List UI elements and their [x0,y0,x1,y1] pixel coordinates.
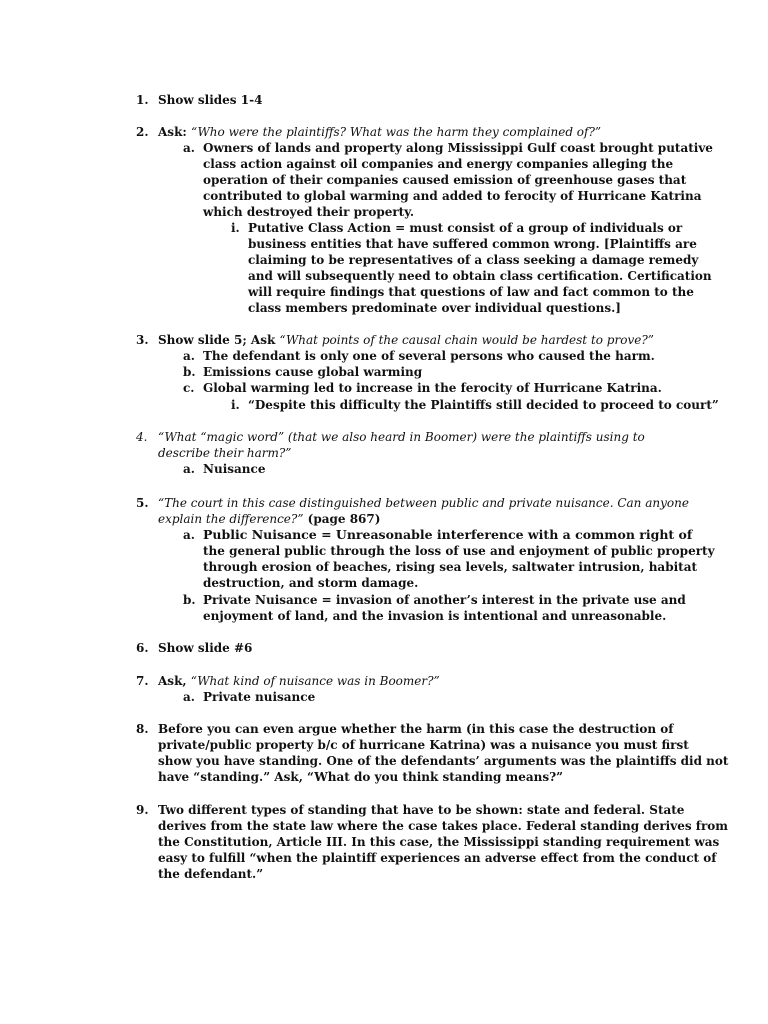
item-question-line: “The court in this case distinguished between public and private nuisance. Can anyone [158,496,689,510]
sub-item-line: The defendant is only one of several persons who caused the harm. [203,349,655,363]
sub-item-line: enjoyment of land, and the invasion is intentional and unreasonable. [203,609,667,623]
item-question-line: Ask, “What kind of nuisance was in Boomer?” [158,674,440,688]
sub-item-label: a. [183,462,195,476]
item-number: 5. [136,496,149,510]
sub-item-line: Global warming led to increase in the ferocity of Hurricane Katrina. [203,381,662,395]
sub-item-line: contributed to global warming and added to ferocity of Hurricane Katrina [203,189,702,203]
sub-item-line: class action against oil companies and energy companies alleging the [203,157,674,171]
item-text-line: Two different types of standing that have to be shown: state and federal. State [158,803,685,817]
sub-sub-item-line: “Despite this difficulty the Plaintiffs still decided to proceed to court” [248,398,719,412]
sub-sub-item-label: i. [231,398,240,412]
item-number: 1. [136,93,149,107]
sub-item-label: b. [183,593,196,607]
sub-sub-item-line: business entities that have suffered common wrong. [Plaintiffs are [248,237,697,251]
sub-item-line: Public Nuisance = Unreasonable interference with a common right of [203,527,693,542]
sub-item-label: a. [183,141,195,155]
item-text-line: Before you can even argue whether the harm (in this case the destruction of [158,722,674,736]
sub-item-label: a. [183,528,195,542]
sub-sub-item-line: Putative Class Action = must consist of a group of individuals or [248,221,683,235]
sub-sub-item-line: class members predominate over individual questions.] [248,301,621,315]
item-number: 2. [136,125,149,139]
sub-sub-item-line: claiming to be representatives of a class seeking a damage remedy [248,253,699,267]
item-text-line: private/public property b/c of hurricane Katrina) was a nuisance you must first [158,738,689,752]
ask-label: Ask: [158,125,191,139]
item-number: 4. [136,430,148,444]
item-number: 3. [136,333,149,347]
item-number: 6. [136,641,149,655]
item-question-line: describe their harm?” [158,446,292,460]
item-text: Show slides 1-4 [158,93,263,107]
sub-item-line: which destroyed their property. [203,205,414,219]
item-text-line: the Constitution, Article III. In this case, the Mississippi standing requirement was [158,835,720,849]
question-text: “Who were the plaintiffs? What was the harm they complained of?” [191,125,602,139]
sub-sub-item-line: and will subsequently need to obtain class certification. Certification [248,269,712,283]
item-question-line [158,124,601,140]
sub-sub-item-label: i. [231,221,240,235]
sub-item-line: through erosion of beaches, rising sea levels, saltwater intrusion, habitat [203,560,698,574]
item-number: 7. [136,674,149,688]
sub-item-line: operation of their companies caused emission of greenhouse gases that [203,173,687,187]
item-text-line: show you have standing. One of the defendants’ arguments was the plaintiffs did not [158,754,729,768]
sub-item-line: Emissions cause global warming [203,365,423,379]
sub-item-label: c. [183,381,195,395]
sub-sub-item-line: will require findings that questions of law and fact common to the [248,285,694,299]
item-text: Show slide #6 [158,641,253,655]
sub-item-line: destruction, and storm damage. [203,576,419,590]
item-question-line: explain the difference?” (page 867) [158,512,381,526]
item-text-line: have “standing.” Ask, “What do you think standing means?” [158,770,564,784]
item-number: 8. [136,722,149,736]
sub-item-line: Nuisance [203,462,266,476]
sub-item-line: Private nuisance [203,690,316,704]
item-question-line: Show slide 5; Ask “What points of the causal chain would be hardest to prove?” [158,333,654,347]
sub-item-label: a. [183,349,195,363]
sub-item-label: a. [183,690,195,704]
sub-item-line: Private Nuisance = invasion of another’s interest in the private use and [203,593,686,607]
sub-item-label: b. [183,365,196,379]
sub-item-line: the general public through the loss of use and enjoyment of public property [203,544,715,558]
item-question-line: “What “magic word” (that we also heard in Boomer) were the plaintiffs using to [158,430,645,444]
sub-item-line: Owners of lands and property along Mississippi Gulf coast brought putative [203,141,713,155]
item-number: 9. [136,803,149,817]
item-text-line: the defendant.” [158,867,264,881]
item-text-line: easy to fulfill “when the plaintiff experiences an adverse effect from the conduct of [158,851,717,865]
item-text-line: derives from the state law where the case takes place. Federal standing derives from [158,819,728,833]
